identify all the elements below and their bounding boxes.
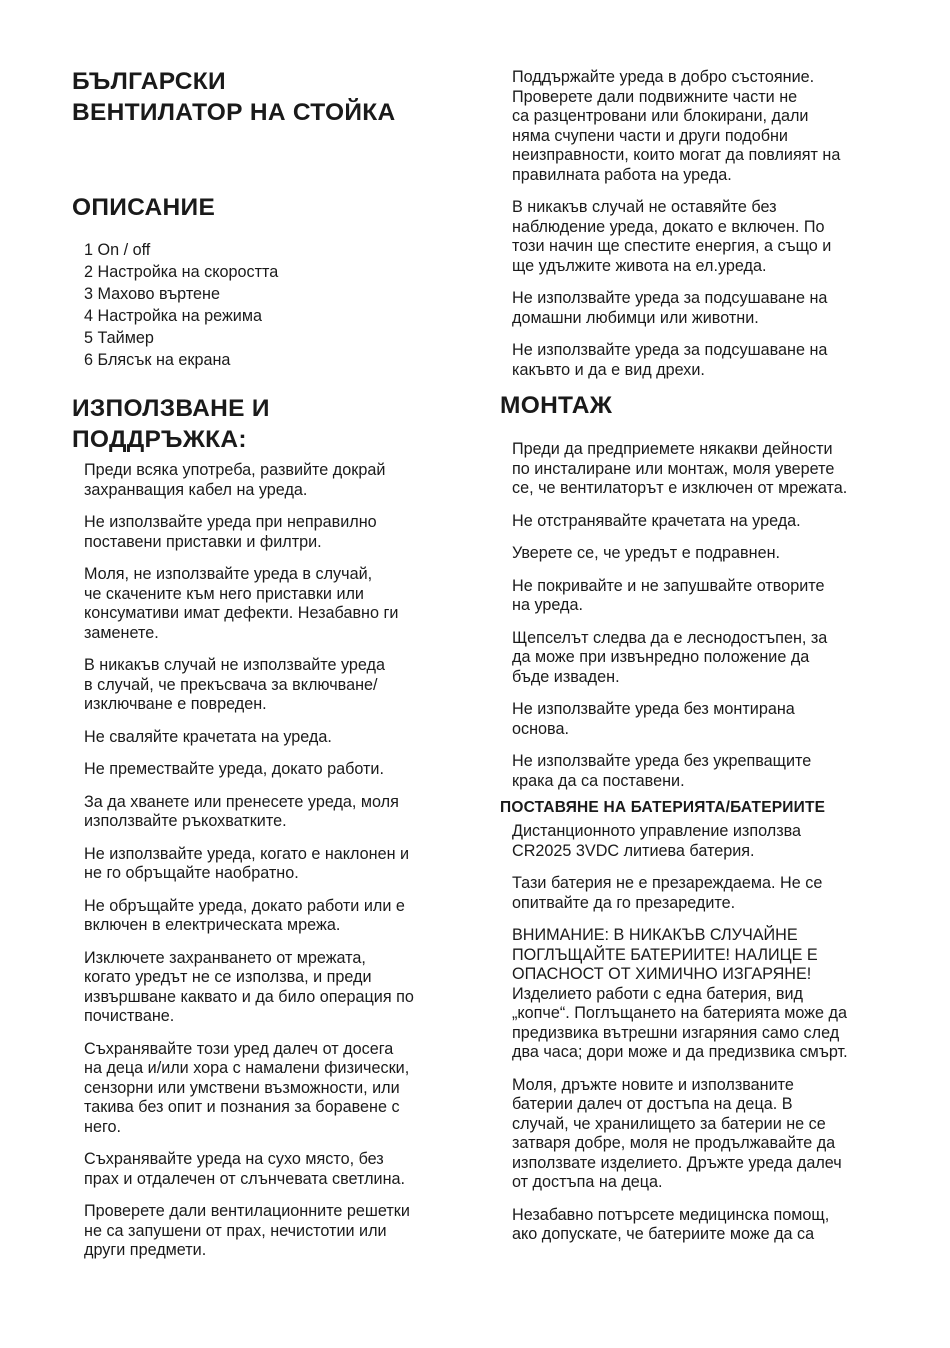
paragraph: Дистанционното управление използва CR2025 3VDC литиева батерия. <box>512 822 802 860</box>
paragraph: Поддържайте уреда в добро състояние. Проверете дали подвижните части не са разцентровани или блокирани, дали няма счупени части и други подобни неизправности, които могат да повлияят на правилната работа на уреда. <box>512 68 841 184</box>
list-item: 6 Блясък на екрана <box>84 351 231 369</box>
paragraph: В никакъв случай не оставяйте без наблюдение уреда, докато е включен. По този начин ще спестите енергия, а също и ще удължите живота на ел.уреда. <box>512 198 832 275</box>
paragraph: Преди всяка употреба, развийте докрай захранващия кабел на уреда. <box>84 461 386 499</box>
paragraph: Не сваляйте крачетата на уреда. <box>84 727 332 746</box>
document-title: БЪЛГАРСКИ ВЕНТИЛАТОР НА СТОЙКА <box>72 68 396 126</box>
battery-heading: ПОСТАВЯНЕ НА БАТЕРИЯТА/БАТЕРИИТЕ <box>500 799 826 816</box>
usage-heading: ИЗПОЛЗВАНЕ И ПОДДРЪЖКА: <box>72 395 270 453</box>
list-item: 2 Настройка на скоростта <box>84 263 279 281</box>
paragraph: Не използвайте уреда без монтирана основа. <box>512 700 795 738</box>
list-item: 3 Махово въртене <box>84 285 221 303</box>
paragraph: Не използвайте уреда за подсушаване на домашни любимци или животни. <box>512 289 828 327</box>
paragraph: Преди да предприемете някакви дейности по инсталиране или монтаж, моля уверете се, че вентилаторът е изключен от мрежата. <box>512 440 848 497</box>
mount-section <box>500 440 910 791</box>
mount-heading: МОНТАЖ <box>500 392 613 419</box>
paragraph: Не покривайте и не запушвайте отворите на уреда. <box>512 576 825 614</box>
warning-paragraph: ВНИМАНИЕ: В НИКАКЪВ СЛУЧАЙНЕ ПОГЛЪЩАЙТЕ БАТЕРИИТЕ! НАЛИЦЕ Е ОПАСНОСТ ОТ ХИМИЧНО ИЗГАРЯНЕ! Изделието работи с една батерия, вид „копче“. Поглъщането на батерията може да предизвика вътрешни изгаряния само след два часа; дори може и да предизвика смърт. <box>512 926 848 1061</box>
paragraph: Тази батерия не е презареждаема. Не се опитвайте да го презаредите. <box>512 874 823 912</box>
list-item: 4 Настройка на режима <box>84 307 262 325</box>
list-item: 1 On / off <box>84 241 151 259</box>
paragraph: Не използвайте уреда при неправилно поставени приставки и филтри. <box>84 513 377 551</box>
paragraph: В никакъв случай не използвайте уреда в случай, че прекъсвача за включване/ изключване е повреден. <box>84 656 386 713</box>
paragraph: Проверете дали вентилационните решетки не са запушени от прах, нечистотии или други предмети. <box>84 1202 410 1259</box>
paragraph: Не използвайте уреда за подсушаване на какъвто и да е вид дрехи. <box>512 341 828 379</box>
paragraph: Щепселът следва да е леснодостъпен, за да може при извънредно положение да бъде изваден. <box>512 628 828 686</box>
paragraph: Моля, дръжте новите и използваните батерии далеч от достъпа на деца. В случай, че хранилището за батерии не се затваря добре, моля не продължавайте да използвате изделието. Дръжте уреда далеч от достъпа на деца. <box>512 1075 842 1191</box>
paragraph: Не използвайте уреда, когато е наклонен и не го обръщайте наобратно. <box>84 844 410 882</box>
list-item: 5 Таймер <box>84 329 154 347</box>
paragraph: Незабавно потърсете медицинска помощ, ако допускате, че батериите може да са <box>512 1205 830 1243</box>
paragraph: Не използвайте уреда без укрепващите крака да са поставени. <box>512 752 812 790</box>
paragraph: Моля, не използвайте уреда в случай, че скачените към него приставки или консумативи имат дефекти. Незабавно ги заменете. <box>84 565 399 642</box>
battery-section <box>500 822 910 1245</box>
usage-section <box>72 461 467 1261</box>
paragraph: За да хванете или пренесете уреда, моля използвайте ръкохватките. <box>84 792 399 830</box>
description-list <box>72 239 467 371</box>
right-column <box>500 68 910 1245</box>
paragraph: Не обръщайте уреда, докато работи или е включен в електрическата мрежа. <box>84 896 405 934</box>
maintenance-continued <box>500 68 910 380</box>
paragraph: Уверете се, че уредът е подравнен. <box>512 544 781 562</box>
left-column <box>72 66 467 1261</box>
paragraph: Съхранявайте уреда на сухо място, без прах и отдалечен от слънчевата светлина. <box>84 1150 406 1188</box>
description-heading: ОПИСАНИЕ <box>72 194 216 221</box>
paragraph: Не премествайте уреда, докато работи. <box>84 760 384 778</box>
paragraph: Не отстранявайте крачетата на уреда. <box>512 511 801 530</box>
paragraph: Изключете захранването от мрежата, когато уредът не се използва, и преди извършване каквато и да било операция по почистване. <box>84 948 414 1025</box>
paragraph: Съхранявайте този уред далеч от досега на деца и/или хора с намалени физически, сензорни или умствени възможности, или такива без опит и познания за боравене с него. <box>84 1039 410 1136</box>
